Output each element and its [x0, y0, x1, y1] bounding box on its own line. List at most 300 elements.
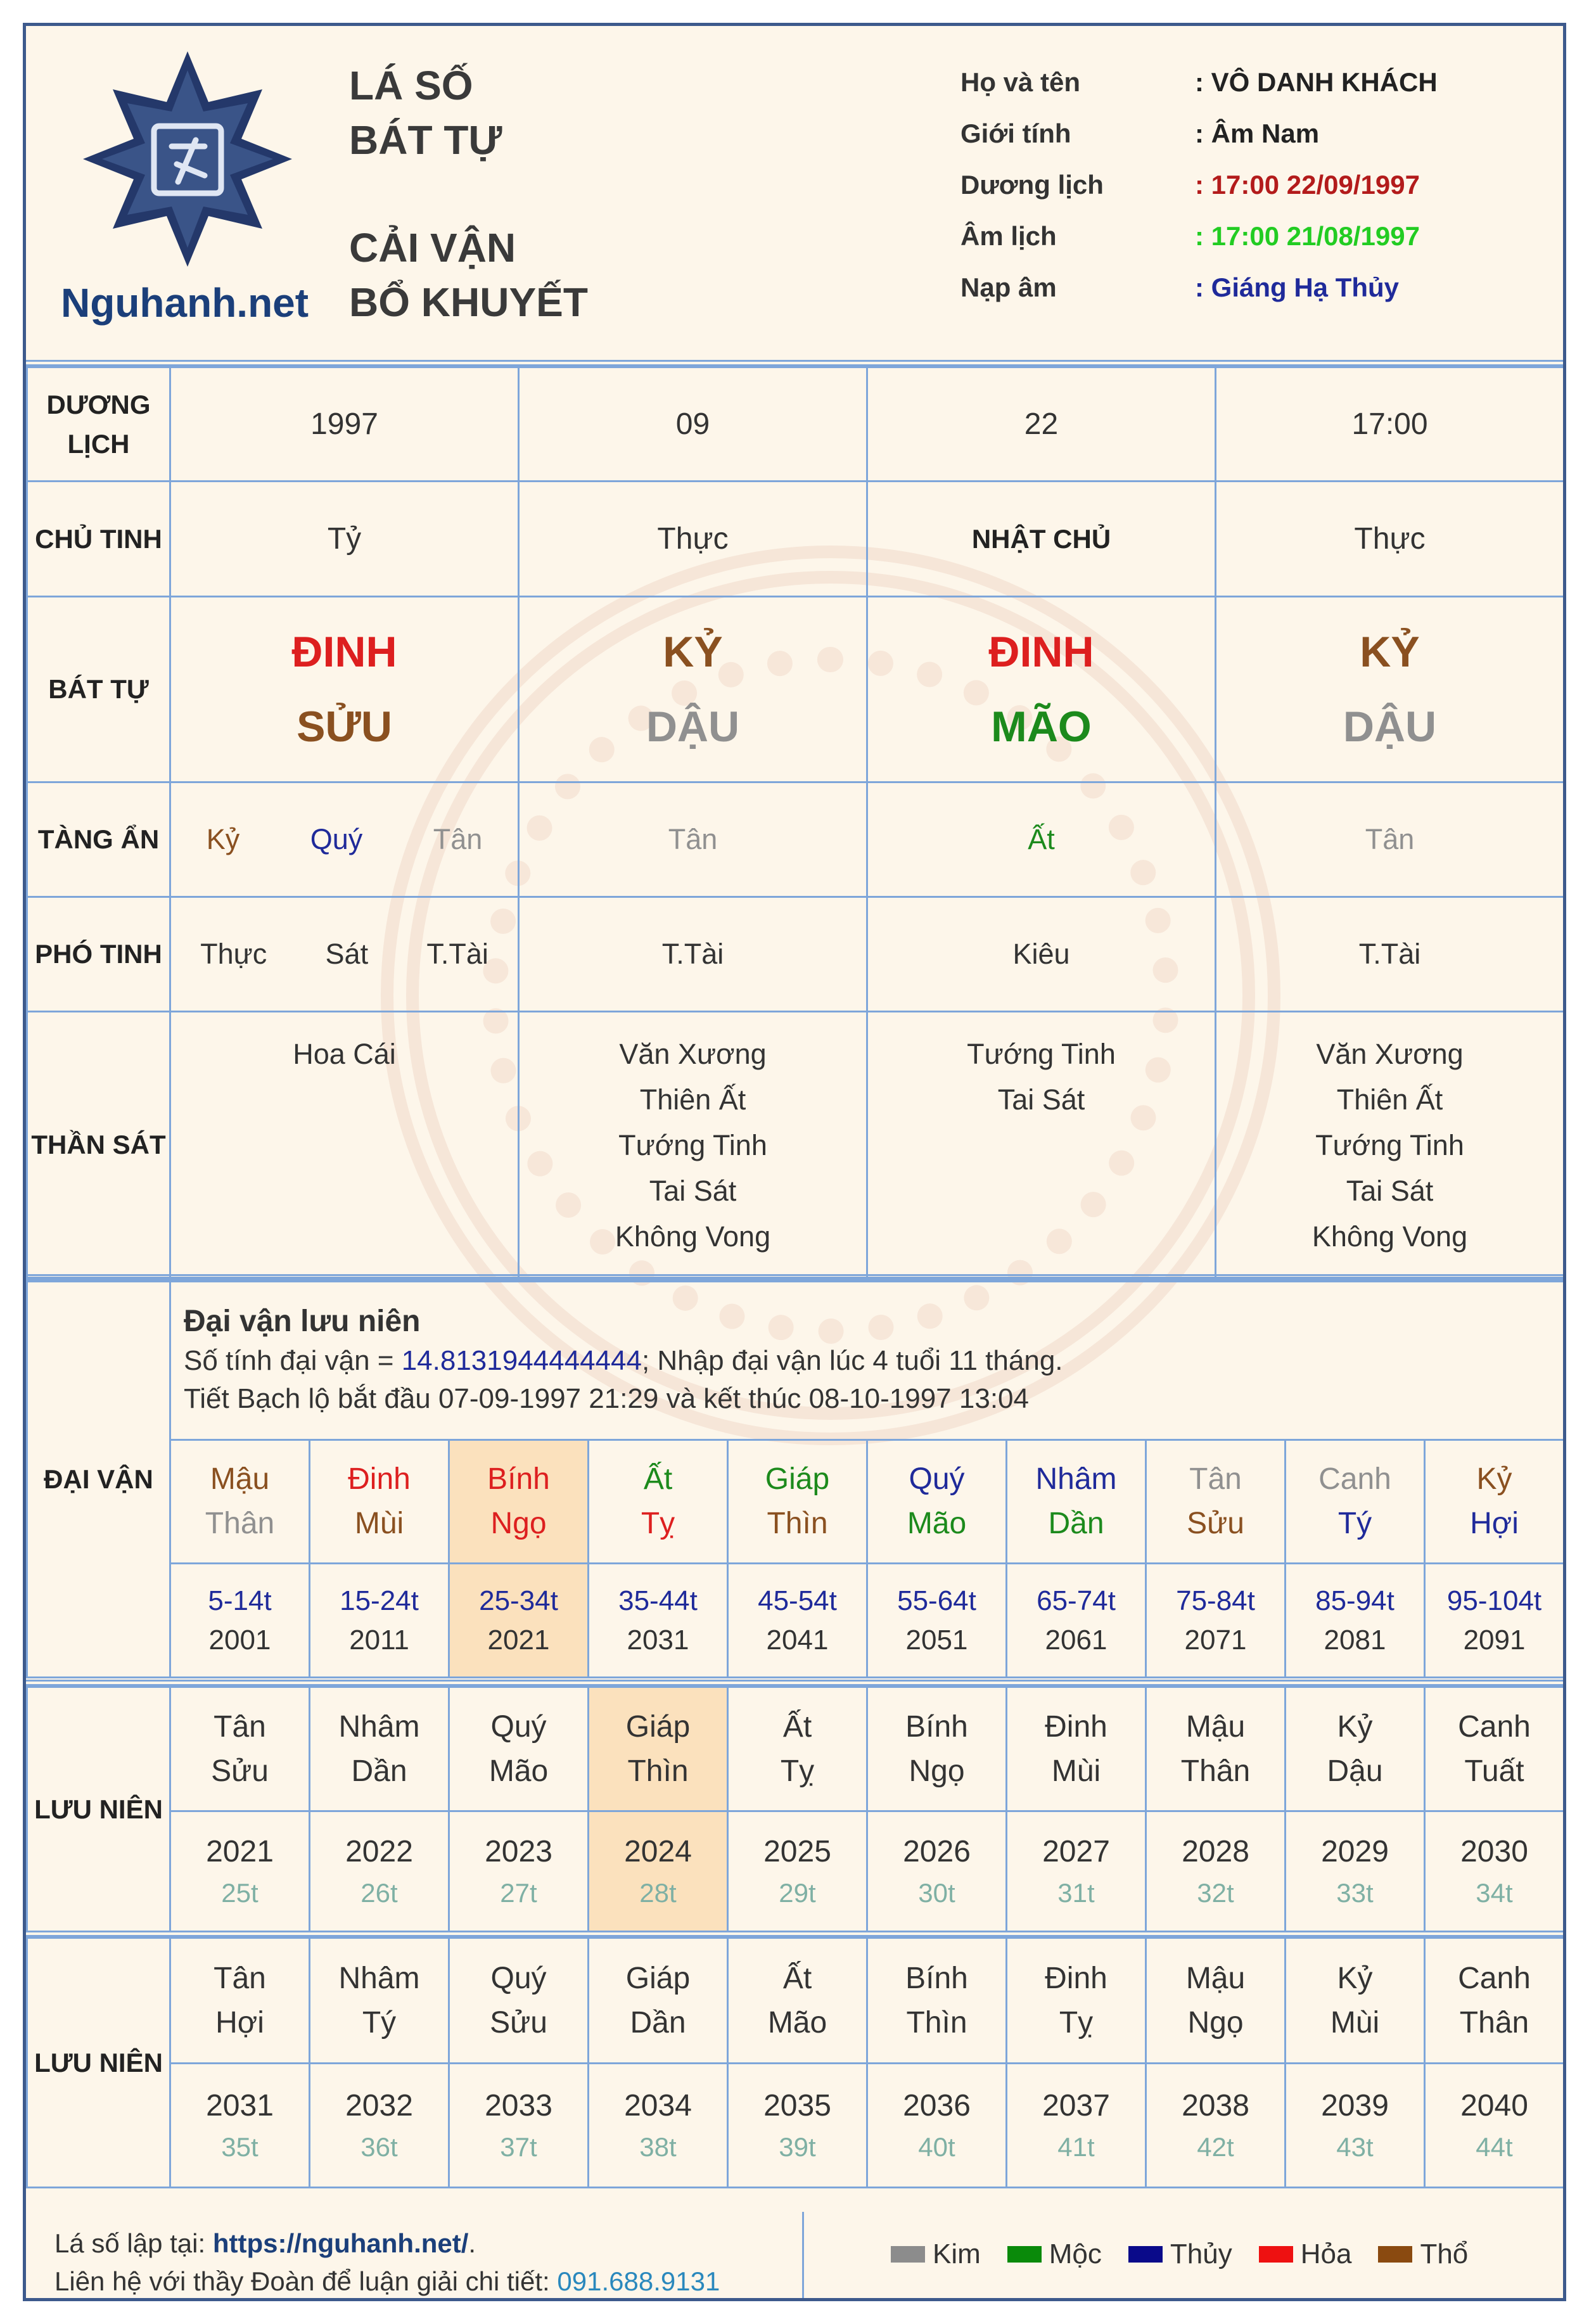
luu-nien-year [170, 2064, 310, 2188]
stem: Mậu [210, 1462, 270, 1496]
age: 35t [221, 2131, 258, 2162]
year-cell: 1997 [170, 367, 519, 482]
branch: DẬU [1343, 703, 1437, 751]
tiet-khi-line: Tiết Bạch lộ bắt đầu 07-09-1997 21:29 và kết thúc 08-10-1997 13:04 [184, 1383, 1029, 1414]
branch: Sửu [490, 2005, 547, 2040]
info-value: : Âm Nam [1195, 118, 1320, 148]
start-year: 2021 [487, 1624, 550, 1656]
stem: Mậu [1185, 1709, 1246, 1744]
age: 27t [500, 1877, 537, 1908]
start-year: 2001 [208, 1624, 271, 1656]
age: 29t [779, 1877, 816, 1908]
stem: Giáp [625, 1709, 691, 1744]
age: 34t [1476, 1877, 1513, 1908]
stem: Giáp [765, 1462, 830, 1496]
than-sat-month [519, 1012, 867, 1278]
title-line-4: BỔ KHUYẾT [349, 279, 588, 325]
age-range: 95-104t [1446, 1585, 1542, 1616]
age-range: 45-54t [758, 1585, 837, 1616]
luu-nien-pillar [310, 1938, 449, 2064]
than-sat-item: Không Vong [615, 1220, 771, 1253]
than-sat-day [867, 1012, 1216, 1278]
branch: Sửu [1187, 1507, 1244, 1540]
luu-nien-year [1425, 2064, 1564, 2188]
pillar-hour [1216, 597, 1564, 782]
pho-tinh-hour: T.Tài [1216, 897, 1564, 1012]
age: 25t [221, 1877, 258, 1908]
stem: Kỷ [1337, 1961, 1373, 1995]
branch: Thìn [627, 1754, 689, 1788]
luu-nien-pillar [1007, 1687, 1146, 1811]
legend-item [1259, 2238, 1352, 2270]
branch: Mão [488, 1754, 549, 1788]
legend-swatch-icon [1007, 2246, 1042, 2263]
luu-nien-pillar [867, 1687, 1007, 1811]
luu-nien-year [1425, 1811, 1564, 1932]
year: 2026 [903, 1834, 971, 1868]
age-range: 55-64t [897, 1585, 976, 1616]
info-label: Họ và tên [960, 67, 1081, 97]
dai-van-pillar [1007, 1440, 1146, 1564]
info-row [960, 159, 1438, 210]
age: 31t [1057, 1877, 1095, 1908]
age-range: 85-94t [1315, 1585, 1394, 1616]
tang-an-month: Tân [519, 782, 867, 897]
luu-nien-year [1286, 1811, 1425, 1932]
branch: Thân [205, 1507, 275, 1540]
dai-van-age [310, 1564, 449, 1678]
age: 33t [1336, 1877, 1374, 1908]
tang-an-year [170, 782, 519, 897]
legend-swatch-icon [891, 2246, 925, 2263]
than-sat-item: Không Vong [1311, 1220, 1468, 1253]
year: 2038 [1182, 2088, 1249, 2123]
dai-van-pillar [728, 1440, 867, 1564]
luu-nien-years-row [27, 2064, 1564, 2188]
hidden-stem: Quý [310, 823, 363, 855]
stem: KỶ [663, 628, 723, 676]
dai-van-number: 14.8131944444444 [401, 1345, 642, 1376]
than-sat-item: Thiên Ất [1336, 1083, 1443, 1116]
dai-van-age [728, 1564, 867, 1678]
than-sat-item: Văn Xương [619, 1038, 767, 1070]
age: 26t [361, 1877, 398, 1908]
branch: Thân [1459, 2005, 1529, 2040]
year: 2034 [624, 2088, 692, 2123]
brand-name: Nguhanh.net [61, 280, 309, 326]
footer-text [54, 2225, 720, 2301]
dai-van-pillar [867, 1440, 1007, 1564]
dai-van-pillars-row [27, 1440, 1564, 1564]
branch: Mùi [1051, 1754, 1101, 1788]
stem: Canh [1458, 1961, 1531, 1995]
than-sat-year [170, 1012, 519, 1278]
luu-nien-pillar [867, 1938, 1007, 2064]
luu-nien-year [449, 1811, 589, 1932]
start-year: 2081 [1324, 1624, 1386, 1656]
luu-nien-label: LƯU NIÊN [27, 1687, 170, 1932]
text: Số tính đại vận = [184, 1345, 402, 1376]
age-range: 35-44t [618, 1585, 698, 1616]
text: Lá số lập tại: [54, 2228, 213, 2258]
than-sat-item: Văn Xương [1316, 1038, 1464, 1070]
age: 32t [1197, 1877, 1234, 1908]
than-sat-item: Tai Sát [1346, 1175, 1434, 1207]
branch: Ngọ [1187, 2005, 1244, 2040]
stem: Canh [1318, 1462, 1391, 1496]
info-value: : VÔ DANH KHÁCH [1195, 67, 1438, 97]
dai-van-age [1007, 1564, 1146, 1678]
stem: Giáp [625, 1961, 691, 1995]
luu-nien-year [589, 1811, 728, 1932]
separator [26, 1274, 1563, 1280]
dai-van-age [170, 1564, 310, 1678]
stem: Tân [1189, 1462, 1242, 1496]
row-bat-tu [27, 597, 1564, 782]
branch: Tý [362, 2005, 397, 2040]
dai-van-pillar [589, 1440, 728, 1564]
legend-label: Thổ [1420, 2238, 1469, 2270]
branch: Ngọ [909, 1754, 965, 1788]
stem: Canh [1458, 1709, 1531, 1744]
pho-tinh-month: T.Tài [519, 897, 867, 1012]
than-sat-hour [1216, 1012, 1564, 1278]
legend-label: Kim [933, 2238, 981, 2270]
info-row [960, 56, 1438, 108]
luu-nien-pillar [1146, 1938, 1286, 2064]
luu-nien-year [1146, 2064, 1286, 2188]
row-label: CHỦ TINH [27, 482, 170, 597]
branch: Tỵ [780, 1754, 815, 1788]
branch: Mão [767, 2005, 827, 2040]
start-year: 2051 [905, 1624, 968, 1656]
luu-nien-pillar [1425, 1938, 1564, 2064]
year: 2035 [763, 2088, 831, 2123]
luu-nien-year [728, 2064, 867, 2188]
stem: Bính [905, 1709, 968, 1744]
age-range: 15-24t [340, 1585, 419, 1616]
year: 2036 [903, 2088, 971, 2123]
luu-nien-year [1007, 2064, 1146, 2188]
start-year: 2041 [766, 1624, 829, 1656]
pho-tinh-year [170, 897, 519, 1012]
separator [26, 2187, 1563, 2190]
legend-swatch-icon [1378, 2246, 1412, 2263]
age: 38t [639, 2131, 677, 2162]
row-label: PHÓ TINH [27, 897, 170, 1012]
age: 28t [639, 1877, 677, 1908]
day-cell: 22 [867, 367, 1216, 482]
start-year: 2061 [1045, 1624, 1107, 1656]
luu-nien-pillar [728, 1938, 867, 2064]
age-range: 25-34t [479, 1585, 558, 1616]
branch: Tý [1337, 1507, 1372, 1540]
text: Liên hệ với thầy Đoàn để luận giải chi tiết: [54, 2266, 558, 2296]
dai-van-pillar [449, 1440, 589, 1564]
info-label: Dương lịch [960, 169, 1104, 200]
star-logo-icon [83, 51, 292, 267]
legend-swatch-icon [1128, 2246, 1163, 2263]
tang-an-day: Ất [867, 782, 1216, 897]
branch: Mùi [354, 1507, 404, 1540]
luu-nien-pillar [589, 1687, 728, 1811]
stem: Đinh [1045, 1709, 1107, 1744]
legend-label: Thủy [1170, 2238, 1232, 2270]
separator [26, 1931, 1563, 1937]
info-label: Âm lịch [960, 220, 1057, 251]
branch: Tuất [1464, 1754, 1524, 1788]
dai-van-table [26, 1280, 1565, 1678]
dai-van-pillar [1425, 1440, 1564, 1564]
age: 36t [361, 2131, 398, 2162]
title-line-1: LÁ SỐ [349, 63, 473, 108]
branch: Thìn [906, 2005, 967, 2040]
luu-nien-year [867, 1811, 1007, 1932]
year: 2039 [1321, 2088, 1389, 2123]
luu-nien-year [1286, 2064, 1425, 2188]
sub-star: Sát [325, 938, 369, 970]
than-sat-item: Tai Sát [649, 1175, 737, 1207]
stem: Tân [214, 1961, 266, 1995]
year: 2024 [624, 1834, 692, 1868]
nhat-chu-label: NHẬT CHỦ [867, 482, 1216, 597]
dai-van-info [170, 1282, 1564, 1440]
luu-nien-years-row [27, 1811, 1564, 1932]
legend-item [1128, 2238, 1232, 2270]
branch: DẬU [646, 703, 740, 751]
dai-van-pillar [1286, 1440, 1425, 1564]
row-tang-an [27, 782, 1564, 897]
sub-star: T.Tài [426, 938, 488, 970]
chu-tinh-year: Tỷ [170, 482, 519, 597]
year: 2021 [206, 1834, 274, 1868]
month-cell: 09 [519, 367, 867, 482]
dai-van-age [867, 1564, 1007, 1678]
luu-nien-year [589, 2064, 728, 2188]
branch: Sửu [211, 1754, 269, 1788]
hour-cell: 17:00 [1216, 367, 1564, 482]
than-sat-item: Hoa Cái [293, 1038, 396, 1070]
phone-number[interactable]: 091.688.9131 [557, 2266, 720, 2296]
separator [26, 1680, 1563, 1686]
stem: ĐINH [291, 628, 397, 676]
year: 2028 [1182, 1834, 1249, 1868]
pho-tinh-day: Kiêu [867, 897, 1216, 1012]
tang-an-hour: Tân [1216, 782, 1564, 897]
than-sat-item: Tướng Tinh [618, 1129, 767, 1161]
than-sat-item: Tướng Tinh [967, 1038, 1116, 1070]
header [26, 26, 1563, 362]
luu-nien-pillar [728, 1687, 867, 1811]
chu-tinh-hour: Thực [1216, 482, 1564, 597]
legend-item [891, 2238, 981, 2270]
dai-van-age [589, 1564, 728, 1678]
start-year: 2071 [1184, 1624, 1247, 1656]
text: . [468, 2228, 476, 2258]
dai-van-age [1286, 1564, 1425, 1678]
info-row [960, 262, 1438, 313]
age: 37t [500, 2131, 537, 2162]
chart-sheet [23, 23, 1566, 2301]
stem: Mậu [1185, 1961, 1246, 1995]
age: 41t [1057, 2131, 1095, 2162]
year: 2030 [1460, 1834, 1528, 1868]
stem: Quý [490, 1961, 547, 1995]
info-label: Nạp âm [960, 272, 1057, 302]
stem: Nhâm [1035, 1462, 1117, 1496]
row-label: BÁT TỰ [27, 597, 170, 782]
than-sat-item: Tai Sát [997, 1083, 1085, 1116]
stem: Bính [905, 1961, 968, 1995]
luu-nien-pillar [449, 1687, 589, 1811]
dai-van-number-line [184, 1342, 1563, 1380]
stem: Đinh [1045, 1961, 1107, 1995]
title-line-2: BÁT TỰ [349, 117, 502, 163]
info-value: : Giáng Hạ Thủy [1195, 272, 1400, 302]
year: 2037 [1042, 2088, 1110, 2123]
stem: ĐINH [988, 628, 1094, 676]
footer-divider [802, 2212, 804, 2301]
age: 39t [779, 2131, 816, 2162]
luu-nien-year [310, 2064, 449, 2188]
stem: KỶ [1360, 628, 1420, 676]
legend-item [1007, 2238, 1102, 2270]
year: 2031 [206, 2088, 274, 2123]
year: 2022 [345, 1834, 413, 1868]
info-row [960, 108, 1438, 159]
separator [26, 360, 1563, 366]
luu-nien-pillar [589, 1938, 728, 2064]
year: 2040 [1460, 2088, 1528, 2123]
stem: Bính [487, 1462, 550, 1496]
legend-label: Hỏa [1300, 2238, 1352, 2270]
age: 42t [1197, 2131, 1234, 2162]
start-year: 2091 [1463, 1624, 1526, 1656]
dai-van-heading: Đại vận lưu niên [184, 1305, 421, 1338]
luu-nien-year [867, 2064, 1007, 2188]
stem: Đinh [348, 1462, 411, 1496]
info-label: Giới tính [960, 118, 1071, 148]
dai-van-ages-row [27, 1564, 1564, 1678]
stem: Kỷ [1476, 1462, 1512, 1496]
branch: Dần [630, 2005, 686, 2040]
luu-nien-year [310, 1811, 449, 1932]
title-line-3: CẢI VẬN [349, 225, 516, 271]
year: 2032 [345, 2088, 413, 2123]
info-row [960, 210, 1438, 262]
branch: Mão [907, 1507, 967, 1540]
year: 2027 [1042, 1834, 1110, 1868]
branch: SỬU [297, 703, 392, 751]
age-range: 5-14t [208, 1585, 272, 1616]
dai-van-pillar [1146, 1440, 1286, 1564]
luu-nien-pillar [449, 1938, 589, 2064]
stem: Ất [782, 1961, 812, 1995]
branch: Tỵ [641, 1507, 675, 1540]
dai-van-pillar [310, 1440, 449, 1564]
age: 40t [918, 2131, 955, 2162]
branch: Mùi [1330, 2005, 1380, 2040]
hidden-stem: Kỷ [206, 823, 240, 855]
element-legend [891, 2238, 1495, 2270]
luu-nien-table-1 [26, 1686, 1565, 1932]
hidden-stem: Tân [433, 823, 483, 855]
year: 2029 [1321, 1834, 1389, 1868]
branch: Tỵ [1059, 2005, 1094, 2040]
luu-nien-pillar [310, 1687, 449, 1811]
branch: Dần [1048, 1507, 1104, 1540]
luu-nien-year [1007, 1811, 1146, 1932]
row-duong-lich [27, 367, 1564, 482]
stem: Kỷ [1337, 1709, 1373, 1744]
luu-nien-pillar [1286, 1938, 1425, 2064]
branch: Hợi [215, 2005, 264, 2040]
info-value: : 17:00 21/08/1997 [1195, 220, 1420, 251]
stem: Ất [782, 1709, 812, 1744]
legend-swatch-icon [1259, 2246, 1293, 2263]
row-chu-tinh [27, 482, 1564, 597]
stem: Tân [214, 1709, 266, 1744]
branch: MÃO [991, 703, 1092, 751]
stem: Quý [490, 1709, 547, 1744]
luu-nien-year [449, 2064, 589, 2188]
branch: Thìn [767, 1507, 828, 1540]
sub-star: Thực [200, 938, 267, 970]
luu-nien-pillar [1425, 1687, 1564, 1811]
dai-van-age [449, 1564, 589, 1678]
dai-van-label: ĐẠI VẬN [27, 1282, 170, 1678]
luu-nien-year [1146, 1811, 1286, 1932]
branch: Thân [1180, 1754, 1251, 1788]
row-label: THẦN SÁT [27, 1012, 170, 1278]
start-year: 2011 [349, 1624, 409, 1656]
legend-label: Mộc [1049, 2238, 1102, 2270]
pillar-day [867, 597, 1216, 782]
start-year: 2031 [627, 1624, 689, 1656]
footer [26, 2212, 1563, 2301]
than-sat-item: Tướng Tinh [1315, 1129, 1464, 1161]
luu-nien-pillar [1007, 1938, 1146, 2064]
row-label: DƯƠNG LỊCH [27, 367, 170, 482]
year: 2023 [485, 1834, 552, 1868]
luu-nien-pillar [170, 1938, 310, 2064]
row-label: TÀNG ẨN [27, 782, 170, 897]
row-than-sat [27, 1012, 1564, 1278]
branch: Dần [351, 1754, 407, 1788]
luu-nien-pillar [1146, 1687, 1286, 1811]
branch: Dậu [1327, 1754, 1383, 1788]
four-pillars-table [26, 366, 1565, 1279]
chu-tinh-month: Thực [519, 482, 867, 597]
personal-info [960, 56, 1438, 313]
luu-nien-label: LƯU NIÊN [27, 1938, 170, 2188]
pillar-year [170, 597, 519, 782]
than-sat-item: Thiên Ất [639, 1083, 746, 1116]
text: ; Nhập đại vận lúc 4 tuổi 11 tháng. [641, 1345, 1063, 1376]
branch: Ngọ [490, 1507, 547, 1540]
year: 2033 [485, 2088, 552, 2123]
age: 43t [1336, 2131, 1374, 2162]
luu-nien-pillar [1286, 1687, 1425, 1811]
row-pho-tinh [27, 897, 1564, 1012]
age: 30t [918, 1877, 955, 1908]
pillar-month [519, 597, 867, 782]
age: 44t [1476, 2131, 1513, 2162]
luu-nien-year [728, 1811, 867, 1932]
year: 2025 [763, 1834, 831, 1868]
site-link[interactable]: https://nguhanh.net/ [212, 2228, 469, 2258]
dai-van-age [1146, 1564, 1286, 1678]
